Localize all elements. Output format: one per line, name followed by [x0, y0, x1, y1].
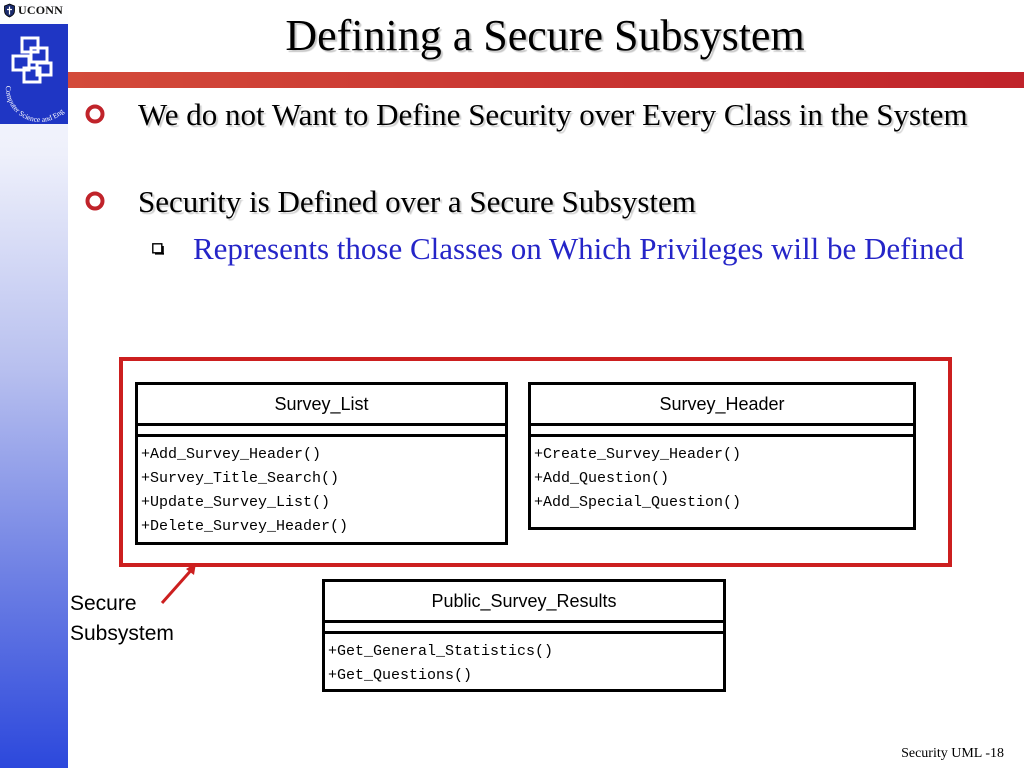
uconn-wordmark: UCONN: [18, 3, 63, 17]
class-operation: +Update_Survey_List(): [141, 494, 331, 511]
uml-class-survey-list: [135, 382, 508, 545]
secure-subsystem-label: Secure Subsystem: [70, 592, 174, 645]
class-name: Survey_Header: [531, 385, 913, 426]
hollow-circle-bullet-icon: [84, 190, 106, 212]
class-name: Public_Survey_Results: [325, 582, 723, 623]
class-operations-compartment: [138, 437, 505, 539]
class-attributes-compartment: [138, 426, 505, 437]
sub-bullet-text: Represents those Classes on Which Privileges will be Defined: [193, 231, 964, 266]
class-operation: +Add_Question(): [534, 470, 670, 487]
uconn-seal-icon: [3, 3, 16, 18]
svg-text:Computer Science and Engineeri: Computer Science and Eng: [3, 85, 66, 125]
class-operations-compartment: [531, 437, 913, 515]
class-operation: +Get_General_Statistics(): [328, 643, 554, 660]
bullet-item: [84, 95, 1004, 134]
slide-title: Defining a Secure Subsystem: [285, 11, 805, 60]
class-operation: +Survey_Title_Search(): [141, 470, 340, 487]
hollow-circle-bullet-icon: [84, 103, 106, 125]
bullet-item: [84, 182, 1004, 221]
title-rule: [68, 72, 1024, 88]
uml-class-public-survey-results: [322, 579, 726, 692]
sub-bullet-item: [152, 229, 1012, 268]
class-name: Survey_List: [138, 385, 505, 426]
bullet-text: We do not Want to Define Security over Every Class in the System: [138, 97, 968, 132]
class-attributes-compartment: [531, 426, 913, 437]
bullet-text: Security is Defined over a Secure Subsystem: [138, 184, 696, 219]
class-operation: +Create_Survey_Header(): [534, 446, 742, 463]
class-operation: +Add_Survey_Header(): [141, 446, 322, 463]
class-operation: +Add_Special_Question(): [534, 494, 742, 511]
hollow-square-bullet-icon: [152, 243, 164, 255]
class-operation: +Delete_Survey_Header(): [141, 518, 349, 535]
uconn-logo: [3, 3, 63, 18]
slide-footer: Security UML -18: [901, 746, 1004, 761]
uml-class-survey-header: [528, 382, 916, 530]
cse-department-logo-icon: [0, 24, 72, 134]
class-operation: +Get_Questions(): [328, 667, 473, 684]
class-attributes-compartment: [325, 623, 723, 634]
class-operations-compartment: [325, 634, 723, 688]
